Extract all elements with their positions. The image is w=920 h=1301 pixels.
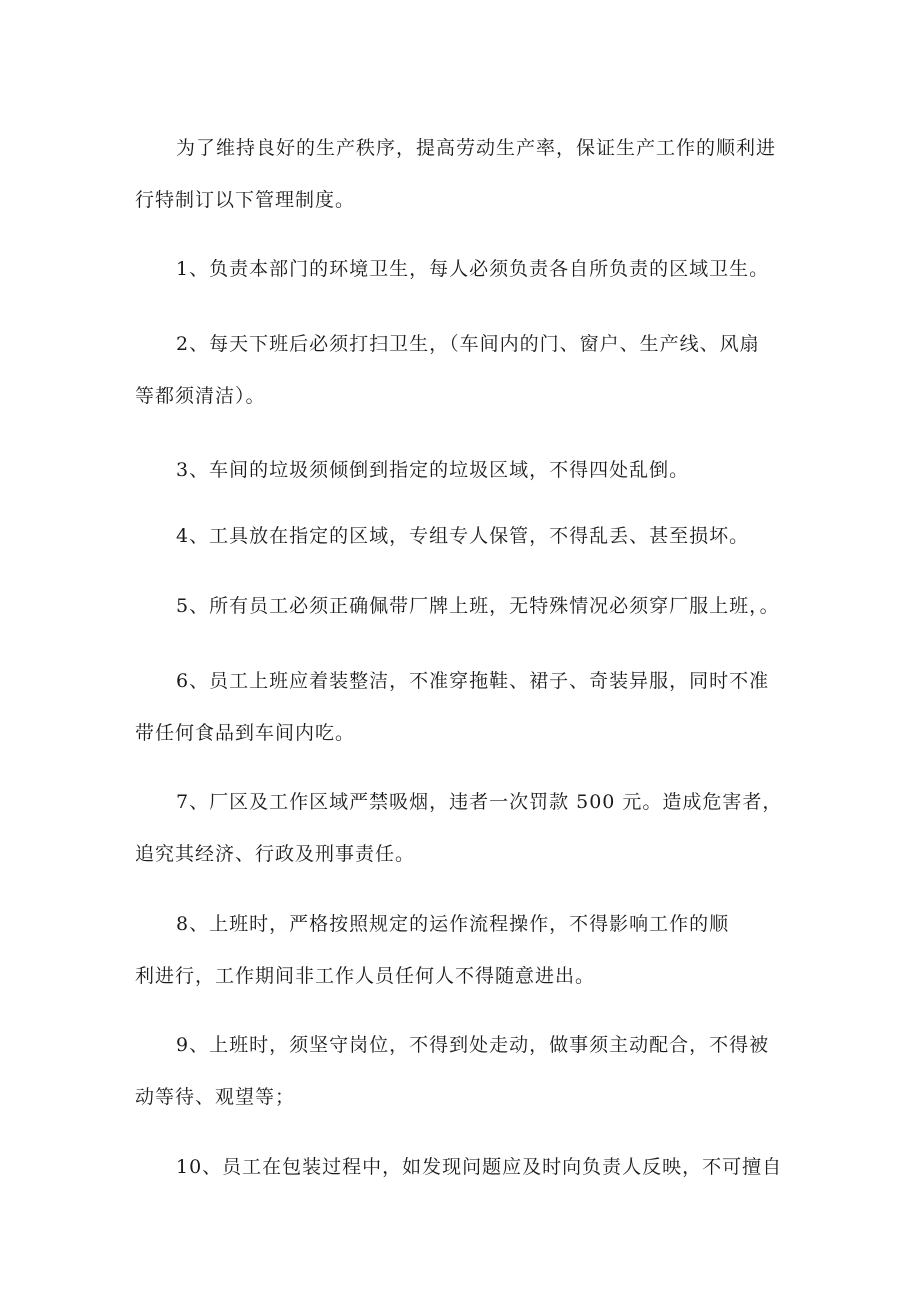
intro-paragraph xyxy=(135,122,795,226)
paragraph-line: 追究其经济、行政及刑事责任。 xyxy=(135,843,416,865)
paragraph-line: 等都须清洁）。 xyxy=(135,385,266,407)
paragraph-line: 4、工具放在指定的区域，专组专人保管，不得乱丢、甚至损坏。 xyxy=(176,525,750,547)
rule-5 xyxy=(135,580,795,632)
rule-1 xyxy=(135,243,795,295)
rule-9 xyxy=(135,1019,795,1123)
paragraph-line: 6、员工上班应着装整洁，不准穿拖鞋、裙子、奇装异服，同时不准 xyxy=(176,670,770,692)
rule-8 xyxy=(135,898,795,1002)
paragraph-line: 9、上班时，须坚守岗位，不得到处走动，做事须主动配合，不得被 xyxy=(176,1034,770,1056)
paragraph-line: 7、厂区及工作区域严禁吸烟，违者一次罚款 500 元。造成危害者， xyxy=(176,791,783,813)
paragraph-line: 3、车间的垃圾须倾倒到指定的垃圾区域，不得四处乱倒。 xyxy=(176,459,690,481)
rule-3 xyxy=(135,444,795,496)
paragraph-line: 1、负责本部门的环境卫生，每人必须负责各自所负责的区域卫生。 xyxy=(176,258,770,280)
rule-4 xyxy=(135,510,795,562)
paragraph-line: 8、上班时，严格按照规定的运作流程操作，不得影响工作的顺 xyxy=(176,913,730,935)
paragraph-line: 利进行，工作期间非工作人员任何人不得随意进出。 xyxy=(135,965,596,987)
paragraph-line: 动等待、观望等； xyxy=(135,1086,296,1108)
rule-10 xyxy=(135,1141,795,1193)
paragraph-line: 行特制订以下管理制度。 xyxy=(135,189,356,211)
rule-2 xyxy=(135,318,795,422)
paragraph-line: 带任何食品到车间内吃。 xyxy=(135,722,356,744)
paragraph-line: 5、所有员工必须正确佩带厂牌上班，无特殊情况必须穿厂服上班，。 xyxy=(176,595,780,617)
paragraph-line: 10、员工在包装过程中，如发现问题应及时向负责人反映，不可擅自 xyxy=(176,1156,783,1178)
paragraph-line: 2、每天下班后必须打扫卫生，（车间内的门、窗户、生产线、风扇 xyxy=(176,333,760,355)
rule-6 xyxy=(135,655,795,759)
paragraph-line: 为了维持良好的生产秩序，提高劳动生产率，保证生产工作的顺利进 xyxy=(176,137,777,159)
rule-7 xyxy=(135,776,795,880)
